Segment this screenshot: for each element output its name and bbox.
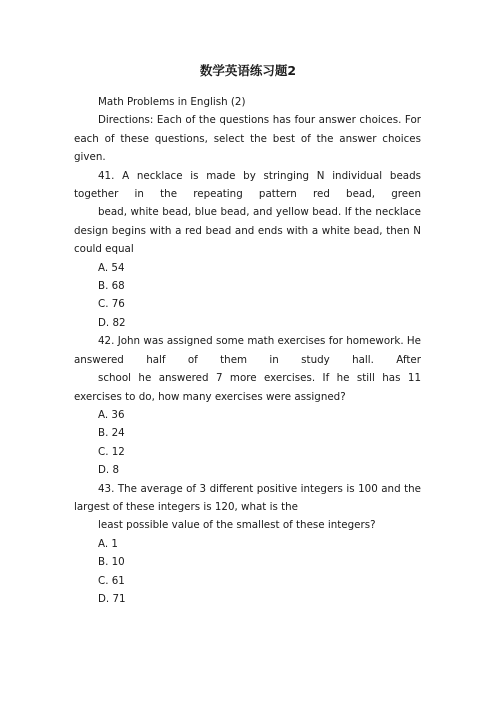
answer-option-c: C. 61 (98, 574, 125, 587)
answer-option-a: A. 54 (98, 261, 125, 274)
answer-option-d: D. 71 (98, 592, 126, 605)
question-stem-continued: bead, white bead, blue bead, and yellow bead. If the necklace design begins with a red bead and ends with a white bead, then N could equal (74, 206, 421, 256)
question-42 (74, 332, 421, 479)
answer-option-b: B. 68 (98, 280, 125, 293)
subtitle: Math Problems in English (2) (98, 96, 246, 108)
answer-option-b: B. 24 (98, 427, 125, 440)
answer-option-d: D. 82 (98, 316, 126, 329)
question-stem: 43. The average of 3 different positive integers is 100 and the largest of these integers is 120, what is the (74, 482, 421, 513)
answer-option-c: C. 76 (98, 298, 125, 311)
question-stem-continued: school he answered 7 more exercises. If he still has 11 exercises to do, how many exercises were assigned? (74, 372, 421, 403)
document-body (74, 93, 421, 608)
directions: Directions: Each of the questions has four answer choices. For each of these questions, select the best of the answer choices given. (74, 114, 421, 164)
question-stem-continued: least possible value of the smallest of these integers? (98, 519, 376, 532)
answer-option-a: A. 36 (98, 408, 125, 421)
answer-option-a: A. 1 (98, 537, 118, 550)
answer-option-c: C. 12 (98, 445, 125, 458)
question-stem: 42. John was assigned some math exercises for homework. He answered half of them in study hall. After (74, 335, 421, 366)
answer-option-d: D. 8 (98, 464, 120, 477)
question-43 (74, 480, 421, 609)
question-41 (74, 167, 421, 333)
question-stem: 41. A necklace is made by stringing N individual beads together in the repeating pattern red bead, green (74, 169, 421, 201)
document-title: 数学英语练习题2 (199, 63, 297, 78)
answer-option-b: B. 10 (98, 556, 125, 569)
